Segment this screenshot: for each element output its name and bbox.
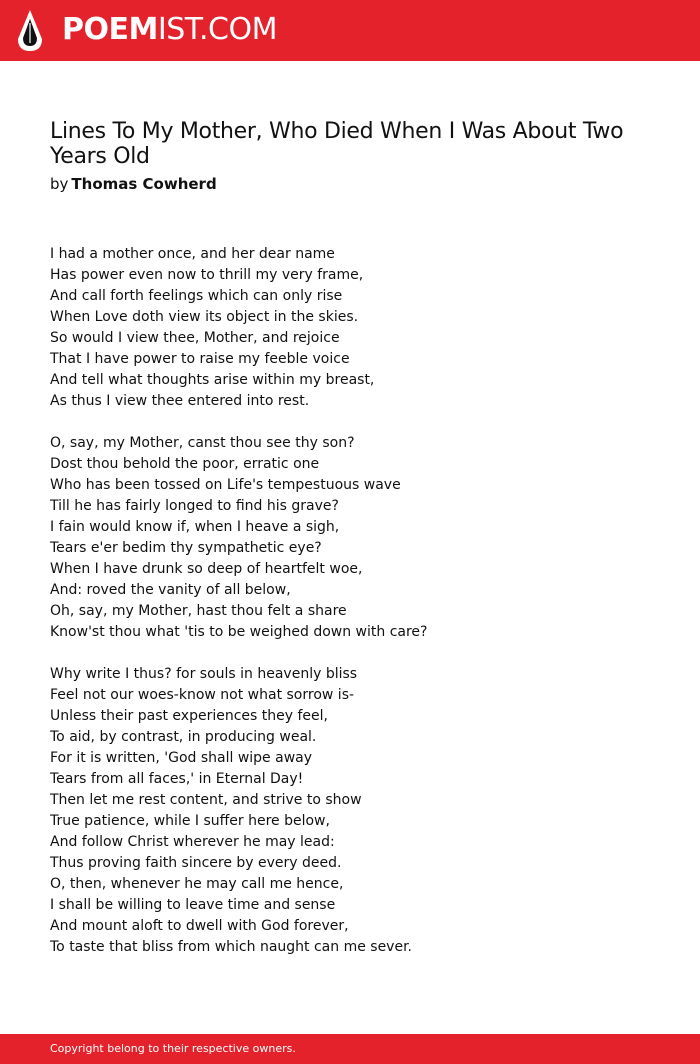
- poem-line: Dost thou behold the poor, erratic one: [50, 456, 320, 472]
- poem-line: True patience, while I suffer here below,: [50, 813, 330, 829]
- poem-line: And follow Christ wherever he may lead:: [50, 834, 335, 850]
- poem-line: And tell what thoughts arise within my breast,: [50, 372, 375, 388]
- poem-line: I fain would know if, when I heave a sigh,: [50, 519, 340, 535]
- poem-line: Feel not our woes-know not what sorrow is-: [50, 687, 355, 703]
- poem-line: To aid, by contrast, in producing weal.: [50, 729, 317, 745]
- poem-line: I shall be willing to leave time and sense: [50, 897, 336, 913]
- poem-line: When Love doth view its object in the skies.: [50, 309, 359, 325]
- copyright-notice: Copyright belong to their respective owners.: [50, 1042, 296, 1055]
- poem-line: As thus I view thee entered into rest.: [50, 393, 310, 409]
- poem-line: That I have power to raise my feeble voice: [50, 351, 350, 367]
- poem-byline: [50, 174, 217, 194]
- poem-line: O, say, my Mother, canst thou see thy son?: [50, 435, 355, 451]
- poem-line: And: roved the vanity of all below,: [50, 582, 291, 598]
- site-logo[interactable]: [62, 12, 277, 48]
- poem-line: To taste that bliss from which naught can me sever.: [50, 939, 413, 955]
- poem-line: Thus proving faith sincere by every deed.: [50, 855, 342, 871]
- poem-body: [50, 244, 650, 979]
- site-footer: [0, 1034, 700, 1064]
- poem-line: I had a mother once, and her dear name: [50, 246, 335, 262]
- poem-line: Till he has fairly longed to find his grave?: [50, 498, 339, 514]
- poem-line: Tears e'er bedim thy sympathetic eye?: [50, 540, 322, 556]
- by-label: by: [50, 175, 69, 193]
- poem-stanza: [50, 433, 650, 643]
- quill-pen-icon[interactable]: [17, 9, 43, 52]
- poem-line: Unless their past experiences they feel,: [50, 708, 328, 724]
- author-name: Thomas Cowherd: [71, 175, 217, 193]
- poem-line: O, then, whenever he may call me hence,: [50, 876, 344, 892]
- poem-line: Who has been tossed on Life's tempestuous wave: [50, 477, 401, 493]
- poem-line: Know'st thou what 'tis to be weighed down with care?: [50, 624, 428, 640]
- poem-line: Tears from all faces,' in Eternal Day!: [50, 771, 304, 787]
- poem-line: For it is written, 'God shall wipe away: [50, 750, 313, 766]
- site-header: [0, 0, 700, 61]
- poem-line: When I have drunk so deep of heartfelt woe,: [50, 561, 363, 577]
- poem-line: So would I view thee, Mother, and rejoice: [50, 330, 340, 346]
- logo-light-text: IST.COM: [157, 12, 277, 47]
- poem-line: Why write I thus? for souls in heavenly bliss: [50, 666, 358, 682]
- poem-line: Then let me rest content, and strive to show: [50, 792, 362, 808]
- poem-line: And call forth feelings which can only rise: [50, 288, 343, 304]
- poem-stanza: [50, 244, 650, 412]
- poem-stanza: [50, 664, 650, 958]
- poem-line: And mount aloft to dwell with God forever,: [50, 918, 349, 934]
- poem-title: Lines To My Mother, Who Died When I Was About Two Years Old: [50, 119, 624, 169]
- poem-line: Oh, say, my Mother, hast thou felt a share: [50, 603, 347, 619]
- logo-bold-text: POEM: [62, 12, 158, 47]
- poem-line: Has power even now to thrill my very frame,: [50, 267, 364, 283]
